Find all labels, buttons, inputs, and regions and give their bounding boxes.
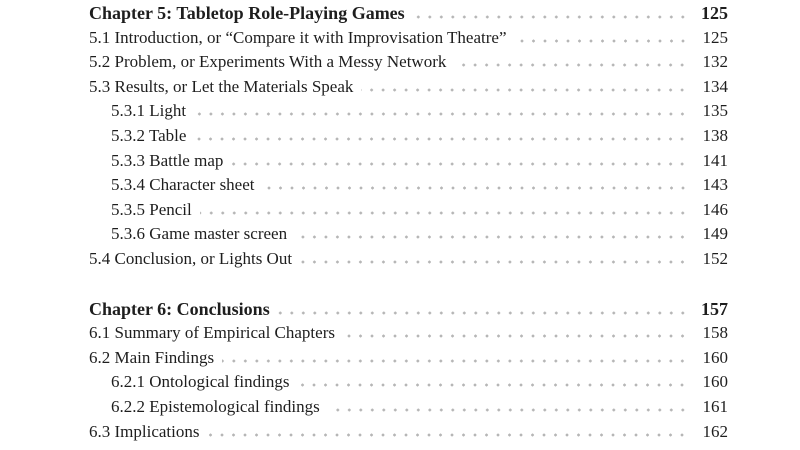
toc-entry [89, 247, 728, 272]
toc-entry [89, 26, 728, 51]
toc-entry-page-number: 152 [702, 248, 728, 268]
toc-entry-label: 5.1 Introduction, or “Compare it with Improvisation Theatre” [89, 27, 507, 47]
toc-entry-label: 5.3.2 Table [111, 125, 187, 145]
dot-leader [328, 408, 692, 412]
toc-chapter-entry [89, 1, 728, 26]
toc-entry-page-number: 125 [702, 27, 728, 47]
toc-entry-page-number: 161 [702, 396, 728, 416]
dot-leader [222, 359, 692, 363]
toc-entry [89, 99, 728, 124]
toc-entry-label: 5.3 Results, or Let the Materials Speak [89, 76, 354, 96]
dot-leader [413, 15, 692, 19]
dot-leader [194, 137, 692, 141]
toc-entry-label: 6.2 Main Findings [89, 347, 215, 367]
toc-entry-page-number: 158 [702, 323, 728, 343]
dot-leader [515, 39, 693, 43]
toc-entry-label: 6.2.2 Epistemological findings [111, 396, 320, 416]
toc-entry [89, 50, 728, 75]
toc-entry-page-number: 134 [702, 76, 728, 96]
toc-entry-page-number: 149 [702, 224, 728, 244]
toc-entry [89, 222, 728, 247]
dot-leader [278, 311, 692, 315]
toc-entry [89, 173, 728, 198]
dot-leader [194, 112, 692, 116]
toc-entry-label: 5.3.3 Battle map [111, 150, 224, 170]
toc-entry [89, 149, 728, 174]
table-of-contents [89, 1, 728, 444]
toc-entry-page-number: 143 [702, 175, 728, 195]
toc-entry-label: Chapter 5: Tabletop Role-Playing Games [89, 3, 405, 23]
dot-leader [207, 433, 692, 437]
toc-entry-page-number: 160 [702, 347, 728, 367]
toc-entry-label: 6.3 Implications [89, 421, 200, 441]
toc-entry-label: 5.3.6 Game master screen [111, 224, 288, 244]
dot-leader [263, 186, 693, 190]
dot-leader [343, 334, 692, 338]
toc-entry [89, 321, 728, 346]
toc-entry [89, 75, 728, 100]
toc-section [89, 1, 728, 272]
dot-leader [300, 260, 692, 264]
toc-entry-label: Chapter 6: Conclusions [89, 298, 270, 319]
toc-entry-label: 5.4 Conclusion, or Lights Out [89, 248, 293, 268]
toc-entry-label: 5.2 Problem, or Experiments With a Messy Network [89, 52, 447, 72]
toc-entry-page-number: 162 [702, 421, 728, 441]
dot-leader [231, 162, 692, 166]
toc-entry [89, 198, 728, 223]
toc-entry-page-number: 157 [701, 298, 728, 319]
toc-entry-label: 5.3.5 Pencil [111, 199, 192, 219]
toc-entry-label: 6.2.1 Ontological findings [111, 372, 290, 392]
toc-section [89, 297, 728, 445]
toc-entry [89, 124, 728, 149]
toc-entry-label: 6.1 Summary of Empirical Chapters [89, 323, 335, 343]
toc-entry-page-number: 125 [701, 3, 728, 23]
dot-leader [454, 63, 692, 67]
toc-entry [89, 346, 728, 371]
toc-entry-page-number: 160 [702, 372, 728, 392]
toc-entry-page-number: 146 [702, 199, 728, 219]
toc-entry-page-number: 132 [702, 52, 728, 72]
toc-entry-page-number: 135 [702, 101, 728, 121]
toc-entry [89, 395, 728, 420]
toc-entry-label: 5.3.4 Character sheet [111, 175, 255, 195]
toc-entry [89, 420, 728, 445]
toc-entry [89, 370, 728, 395]
dot-leader [200, 211, 692, 215]
toc-entry-page-number: 138 [702, 125, 728, 145]
toc-chapter-entry [89, 297, 728, 322]
toc-entry-page-number: 141 [702, 150, 728, 170]
dot-leader [297, 383, 692, 387]
dot-leader [295, 235, 692, 239]
toc-entry-label: 5.3.1 Light [111, 101, 187, 121]
dot-leader [361, 88, 692, 92]
